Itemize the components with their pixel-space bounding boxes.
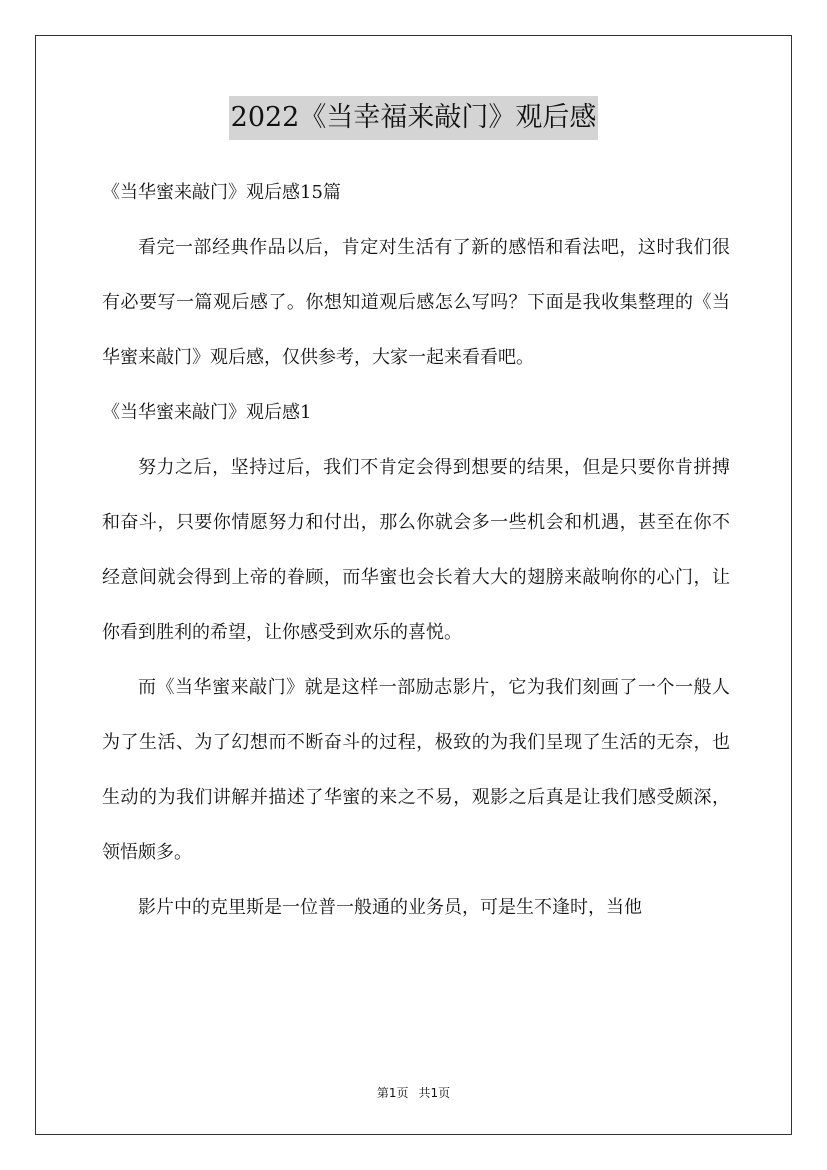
- body-paragraph: 而《当华蜜来敲门》就是这样一部励志影片，它为我们刻画了一个一般人为了生活、为了幻想而不断奋斗的过程，极致的为我们呈现了生活的无奈，也生动的为我们讲解并描述了华蜜的来之不易，观影之后真是让我们感受颇深，领悟颇多。: [102, 677, 730, 863]
- page-total: 共1页: [418, 1086, 451, 1100]
- document-title: 2022《当幸福来敲门》观后感: [229, 96, 599, 140]
- page-footer: [0, 1084, 827, 1101]
- main-heading: 《当华蜜来敲门》观后感15篇: [102, 182, 341, 203]
- document-body: [102, 165, 730, 935]
- title-container: [0, 96, 827, 140]
- page-number: 第1页: [376, 1086, 409, 1100]
- body-paragraph: 努力之后，坚持过后，我们不肯定会得到想要的结果，但是只要你肯拼搏和奋斗，只要你情愿努力和付出，那么你就会多一些机会和机遇，甚至在你不经意间就会得到上帝的眷顾，而华蜜也会长着大大的翅膀来敲响你的心门，让你看到胜利的希望，让你感受到欢乐的喜悦。: [102, 457, 730, 643]
- intro-paragraph: 看完一部经典作品以后，肯定对生活有了新的感悟和看法吧，这时我们很有必要写一篇观后感了。你想知道观后感怎么写吗？下面是我收集整理的《当华蜜来敲门》观后感，仅供参考，大家一起来看看吧。: [102, 237, 730, 368]
- section-heading: 《当华蜜来敲门》观后感1: [102, 402, 312, 423]
- body-paragraph: 影片中的克里斯是一位普一般通的业务员，可是生不逢时，当他: [138, 897, 642, 918]
